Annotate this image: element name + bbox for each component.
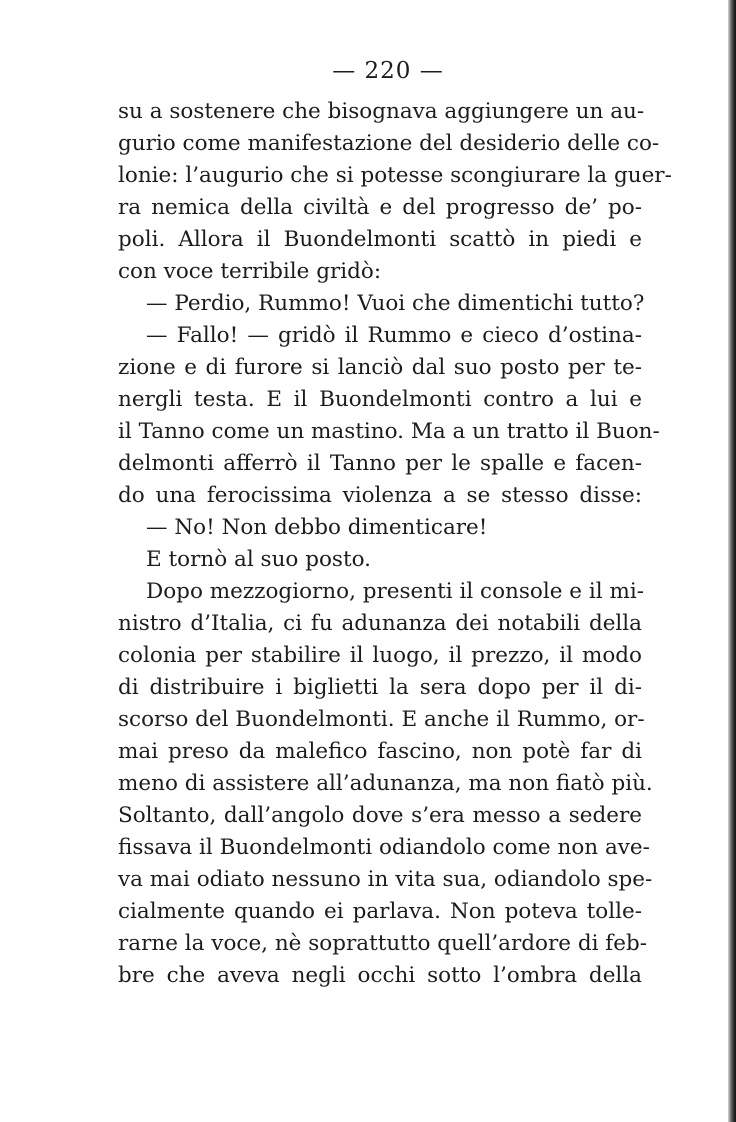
page-number: — 220 — xyxy=(332,58,444,84)
text-line-28: bre che aveva negli occhi sotto l’ombra della xyxy=(118,963,642,988)
text-line-7: — Perdio, Rummo! Vuoi che dimentichi tutto? xyxy=(146,291,645,316)
text-line-1: su a sostenere che bisognava aggiungere un au- xyxy=(118,99,645,124)
text-line-26: cialmente quando ei parlava. Non poteva tolle- xyxy=(118,899,642,924)
text-line-11: il Tanno come un mastino. Ma a un tratto il Buon- xyxy=(118,419,660,444)
text-line-16: Dopo mezzogiorno, presenti il console e il mi- xyxy=(146,579,644,604)
text-line-18: colonia per stabilire il luogo, il prezzo, il modo xyxy=(118,643,642,668)
text-line-24: fissava il Buondelmonti odiandolo come non ave- xyxy=(118,835,650,860)
text-line-8: — Fallo! — gridò il Rummo e cieco d’ostina- xyxy=(146,323,642,348)
text-line-6: con voce terribile gridò: xyxy=(118,259,382,284)
text-line-19: di distribuire i biglietti la sera dopo per il di- xyxy=(118,675,642,700)
text-line-22: meno di assistere all’adunanza, ma non fiatò più. xyxy=(118,771,653,796)
text-line-9: zione e di furore si lanciò dal suo posto per te- xyxy=(118,355,642,380)
body-text xyxy=(118,96,672,992)
text-line-13: do una ferocissima violenza a se stesso disse: xyxy=(118,483,642,508)
text-line-10: nergli testa. E il Buondelmonti contro a lui e xyxy=(118,387,642,412)
text-line-20: scorso del Buondelmonti. E anche il Rummo, or- xyxy=(118,707,645,732)
text-line-27: rarne la voce, nè soprattutto quell’ardore di feb- xyxy=(118,931,647,956)
text-line-12: delmonti afferrò il Tanno per le spalle e facen- xyxy=(118,451,642,476)
text-line-3: lonie: l’augurio che si potesse scongiurare la guer- xyxy=(118,163,672,188)
text-line-21: mai preso da malefico fascino, non potè far di xyxy=(118,739,642,764)
text-line-25: va mai odiato nessuno in vita sua, odiandolo spe- xyxy=(118,867,653,892)
text-line-14: — No! Non debbo dimenticare! xyxy=(146,515,488,540)
text-line-17: nistro d’Italia, ci fu adunanza dei notabili della xyxy=(118,611,642,636)
page-edge-shadow xyxy=(728,0,736,1122)
text-line-23: Soltanto, dall’angolo dove s’era messo a sedere xyxy=(118,803,642,828)
text-line-4: ra nemica della civiltà e del progresso de’ po- xyxy=(118,195,642,220)
text-line-15: E tornò al suo posto. xyxy=(146,547,371,572)
text-line-2: gurio come manifestazione del desiderio delle co- xyxy=(118,131,660,156)
text-line-5: poli. Allora il Buondelmonti scattò in piedi e xyxy=(118,227,642,252)
